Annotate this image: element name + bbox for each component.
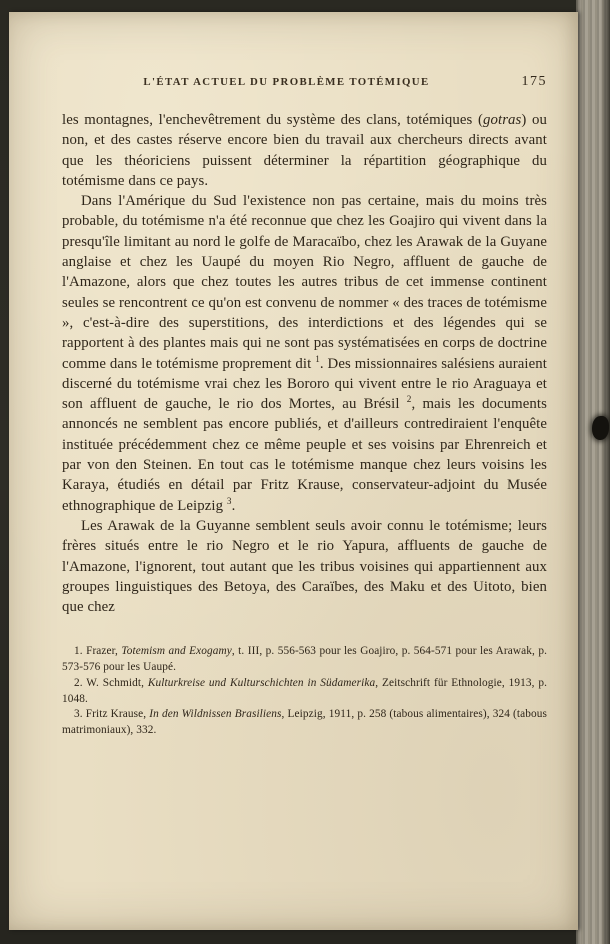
text-run: ) ou non, et des castes réserve encore bien du travail aux chercheurs directs avant que les théoriciens puissent déterminer la répartition géographique du totémisme dans ce pays. [62,112,547,189]
text-run: Les Arawak de la Guyanne semblent seuls avoir connu le totémisme; leurs frères situés entre le rio Negro et le rio Yapura, affluents de gauche de l'Amazone, l'ignorent, tout autant que les tribus voisines qui appartiennent aux groupes linguistiques des Betoya, des Caraïbes, des Maku et des Uitoto, bien que chez [62,517,547,616]
paragraph [62,516,547,617]
book-page [9,12,578,930]
text-run: , mais les documents annoncés ne semblent pas encore publiés, et d'ailleurs contrediraient l'enquête instituée précédemment chez ce même peuple et ses voisins par Ehrenreich et par von den Steinen. En tout cas le totémisme manque chez leurs voisins les Karaya, étudiés en détail par Fritz Krause, conservateur-adjoint du Musée ethnographique de Leipzig [62,396,547,514]
text-run: Dans l'Amérique du Sud l'existence non pas certaine, mais du moins très probable, du totémisme n'a été reconnue que chez les Goajiro qui vivent dans la presqu'île limitant au nord le golfe de Maracaïbo, chez les Arawak de la Guyane anglaise et chez les Uaupé du moyen Rio Negro, affluent de gauche de l'Amazone, alors que chez toutes les autres tribus de cet immense continent seules se rencontrent ce qu'on est convenu de nommer « des traces de totémisme », c'est-à-dire des superstitions, des interdictions et des légendes qui se rapportent à des plantes mais qui ne sont pas systématisées en corps de doctrine comme dans le totémisme proprement dit [62,193,547,372]
italic-text: gotras [482,112,522,128]
text-run: . [231,497,236,514]
page-header [62,76,547,100]
page-number: 175 [521,74,547,89]
book-page-edges [576,0,610,944]
footnote-marker: 2 [406,394,412,405]
body-text [62,110,547,617]
ink-smudge [592,416,609,440]
text-run: , Zeitschrift für Ethnologie, 1913, p. 1048. [62,676,547,705]
footnote [62,676,547,707]
text-run: , t. III, p. 556-563 pour les Goajiro, p. 564-571 pour les Arawak, p. 573-576 pour les Uaupé. [62,645,547,674]
text-run: . Des missionnaires salésiens auraient discerné du totémisme vrai chez les Bororo qui vivent entre le rio Araguaya et son affluent de gauche, le rio dos Mortes, au Brésil [62,355,548,413]
italic-text: Totemism and Exogamy [121,645,232,658]
footnote-marker: 3 [226,495,232,506]
footnotes [62,644,547,738]
footnote [62,644,547,675]
italic-text: In den Wildnissen Brasiliens [149,708,282,721]
text-run: 2. W. Schmidt, [74,676,148,689]
text-run: les montagnes, l'enchevêtrement du système des clans, totémiques ( [62,112,483,128]
paragraph [62,110,547,191]
text-run: , Leipzig, 1911, p. 258 (tabous alimentaires), 324 (tabous matrimoniaux), 332. [62,708,548,736]
text-run: 1. Frazer, [74,645,122,658]
footnote [62,707,547,738]
text-run: 3. Fritz Krause, [74,708,150,721]
footnote-marker: 1 [315,353,320,364]
paragraph [62,191,547,516]
running-title: L'ÉTAT ACTUEL DU PROBLÈME TOTÉMIQUE [143,76,430,88]
italic-text: Kulturkreise und Kulturschichten in Südamerika [147,676,376,689]
